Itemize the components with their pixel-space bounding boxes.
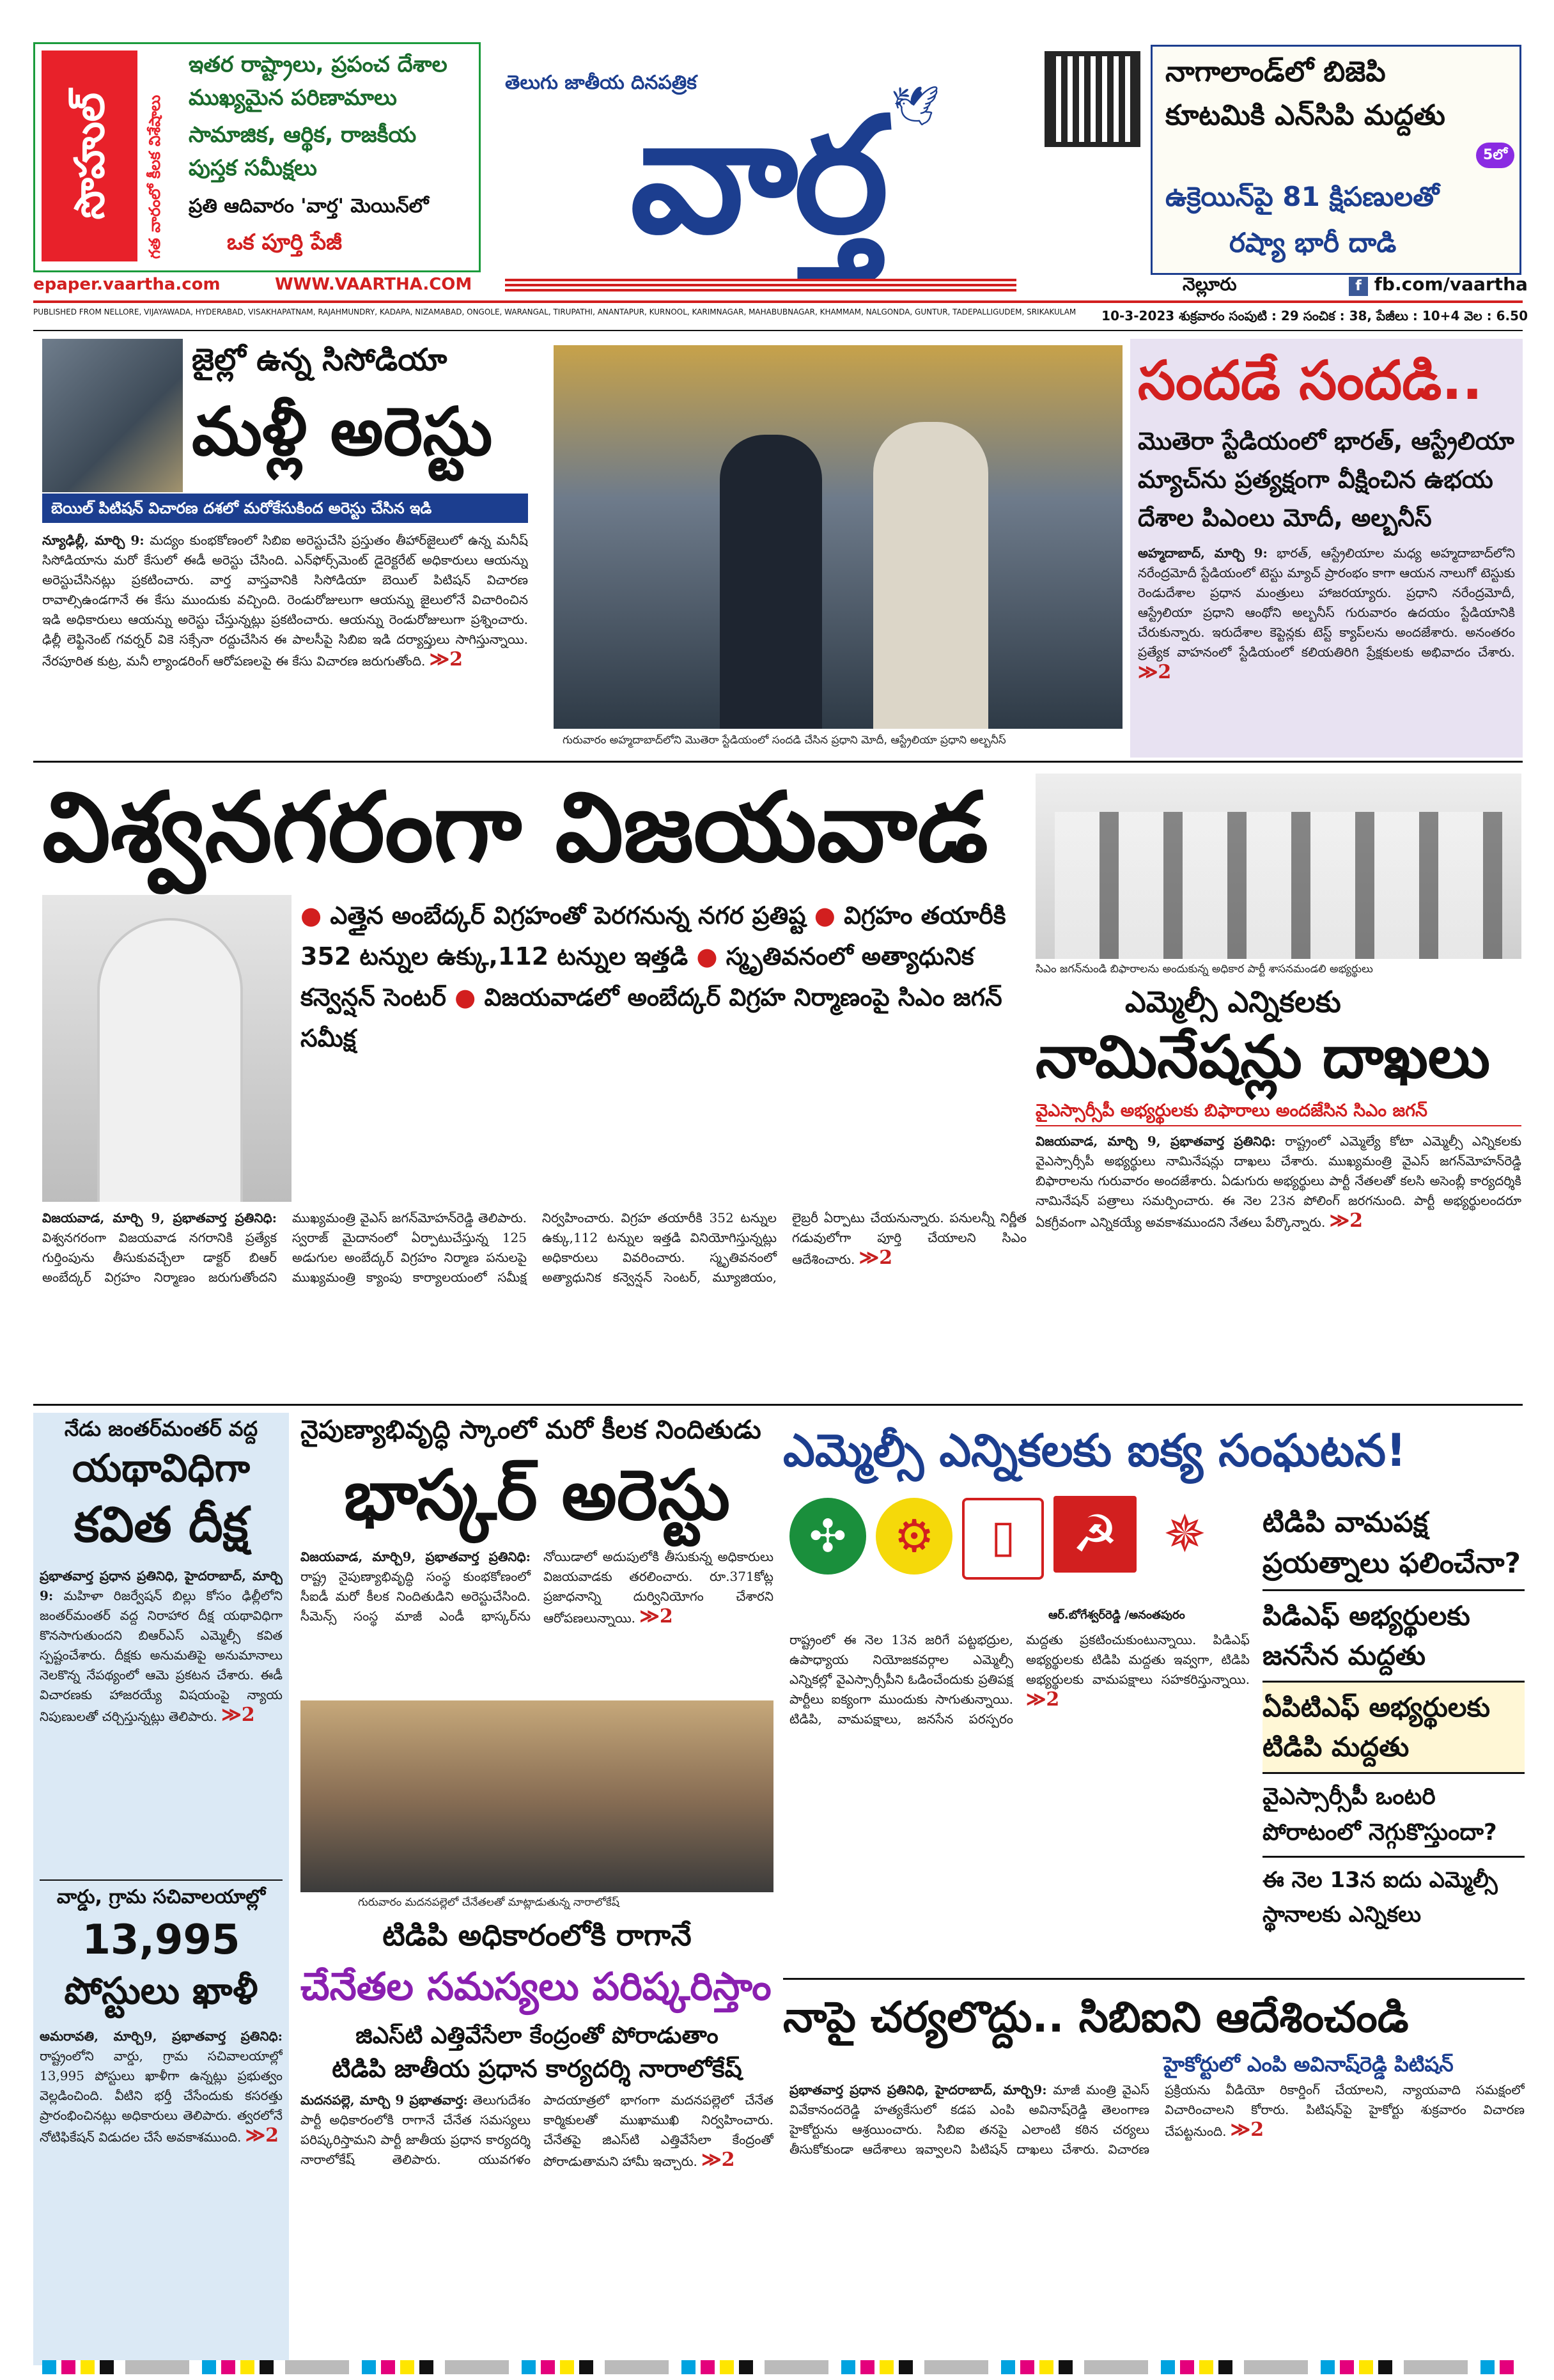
lokesh-body-text: తెలుగుదేశం పార్టీ అధికారంలోకి రాగానే చేనేత సమస్యలు పరిష్కరిస్తామని పార్టీ జాతీయ ప్రధాన కార్యదర్శి నారాలోకేష్ తెలిపారు. యువగళం పాదయాత్రలో భాగంగా మదనపల్లెలో చేనేత కార్మికులతో ముఖాముఖి నిర్వహించారు. చేనేతపై జిఎస్‌టి ఎత్తివేసేలా కేంద్రంతో పోరాడుతామని హామీ ఇచ్చారు. [300, 2092, 773, 2169]
promo-brand-sub: గత వారంలో కీలక విశేషాలు [146, 95, 164, 259]
bhaskar-body [300, 1547, 773, 1694]
stadium-body [1138, 543, 1515, 754]
bullet-icon: ● [300, 901, 322, 929]
party-symbols [789, 1496, 1250, 1605]
dateline: 10-3-2023 శుక్రవారం సంపుటి : 29 సంచిక : 38, పేజీలు : 10+4 వెల : 6.50 [1101, 308, 1528, 323]
page-ref-badge: 5లో [1476, 143, 1514, 168]
section-rule-3 [783, 1978, 1525, 1980]
posts-kicker: వార్డు, గ్రామ సచివాలయాల్లో [56, 1886, 266, 1908]
bullet-icon: ● [455, 983, 476, 1011]
unity-headline: ఎమ్మెల్సీ ఎన్నికలకు ఐక్య సంఘటన! [783, 1424, 1406, 1477]
avinash-sub: హైకోర్టులో ఎంపి అవినాష్‌రెడ్డి పిటిషన్ [1163, 2052, 1454, 2076]
published-from: PUBLISHED FROM NELLORE, VIJAYAWADA, HYDERABAD, VISAKHAPATNAM, RAJAHMUNDRY, KADAPA, NIZAMABAD, ONGOLE, WARANGAL, TIRUPATHI, ANANTAPUR, KURNOOL, KARIMNAGAR, MAHABUBNAGAR, KHAMMAM, NALGONDA, GUNTUR, TADEPALLIGUDEM, SRIKAKULAM [33, 307, 1076, 316]
nominations-photo-caption: సిఎం జగన్‌నుండి బిఫారాలను అందుకున్న అధికార పార్టీ శాసనమండలి అభ్యర్థులు [1036, 963, 1373, 976]
posts-body [40, 2026, 283, 2359]
promo-line-4: పుస్తక సమీక్షలు [189, 155, 317, 181]
lokesh-continued[interactable]: ≫2 [701, 2149, 735, 2171]
masthead-logo-text: వార్త [630, 82, 885, 268]
vijayawada-body-text: విశ్వనగరంగా విజయవాడ నగరానికి ప్రత్యేక గుర్తింపును తీసుకువచ్చేలా డాక్టర్ బిఆర్ అంబేద్కర్ విగ్రహం నిర్మాణం జరుగుతోందని ముఖ్యమంత్రి వైఎస్ జగన్‌మోహన్‌రెడ్డి తెలిపారు. స్వరాజ్ మైదానంలో ఏర్పాటుచేస్తున్న 125 అడుగుల అంబేద్కర్ విగ్రహం నిర్మాణ పనులపై ముఖ్యమంత్రి క్యాంపు కార్యాలయంలో సమీక్ష నిర్వహించారు. విగ్రహ తయారీకి 352 టన్నుల ఉక్కు,112 టన్నుల ఇత్తడి వినియోగిస్తున్నట్లు అధికారులు వివరించారు. స్మృతివనంలో అత్యాధునిక కన్వెన్షన్ సెంటర్, మ్యూజియం, లైబ్రరీ ఏర్పాటు చేయనున్నారు. పనులన్నీ నిర్ణీత గడువులోగా పూర్తి చేయాలని సిఎం ఆదేశించారు. [42, 1210, 1027, 1285]
vijayawada-headline: విశ్వనగరంగా విజయవాడ [42, 772, 988, 883]
jagan-photo [42, 895, 291, 1202]
qr-code-icon [1045, 51, 1140, 147]
avinash-body [789, 2080, 1525, 2349]
top-right-headline-1: నాగాలాండ్‌లో బిజెపి [1165, 56, 1386, 88]
top-right-headline-4: రష్యా భారీ దాడి [1229, 227, 1397, 258]
main-photo-caption: గురువారం అహ్మదాబాద్‌లోని మొతెరా స్టేడియంలో సందడి చేసిన ప్రధాని మోదీ, ఆస్ట్రేలియా ప్రధాని అల్బనీస్ [563, 734, 1006, 747]
promo-box [33, 42, 481, 272]
masthead-logo [499, 83, 1016, 275]
posts-body-text: రాష్ట్రంలోని వార్డు, గ్రామ సచివాలయాల్లో 13,995 పోస్టులు ఖాళీగా ఉన్నట్లు ప్రభుత్వం వెల్లడించింది. వీటిని భర్తీ చేసేందుకు కసరత్తు ప్రారంభించినట్లు అధికారులు తెలిపారు. త్వరలోనే నోటిఫికేషన్ విడుదల చేసే అవకాశముంది. [40, 2048, 283, 2145]
unity-side [1263, 1502, 1525, 1937]
bicycle-icon: ⚙ [876, 1498, 952, 1575]
promo-line-6: ఒక పూర్తి పేజీ [227, 229, 342, 255]
unity-body [789, 1630, 1250, 1975]
promo-line-2: ముఖ్యమైన పరిణామాలు [189, 85, 397, 111]
promo-line-3: సామాజిక, ఆర్థిక, రాజకీయ [189, 122, 417, 148]
edition-city: నెల్లూరు [1183, 274, 1237, 295]
vijayawada-continued[interactable]: ≫2 [859, 1247, 893, 1269]
lokesh-body [300, 2090, 773, 2346]
bhaskar-body-text: రాష్ట్ర నైపుణ్యాభివృద్ధి సంస్థ కుంభకోణంలో సీఐడీ మరో కీలక నిందితుడిని అరెస్టుచేసింది. సీమెన్స్ సంస్థ మాజీ ఎండీ భాస్కర్‌ను నోయిడాలో అదుపులోకి తీసుకున్న అధికారులు విజయవాడకు తరలించారు. రూ.371కోట్ల ప్రజాధనాన్ని దుర్వినియోగం చేశారని ఆరోపణలున్నాయి. [300, 1549, 773, 1626]
stadium-headline: సందడే సందడి.. [1138, 349, 1483, 412]
kavitha-kicker: నేడు జంతర్‌మంతర్ వద్ద [64, 1417, 258, 1441]
promo-brand [42, 51, 137, 261]
glass-icon: ▯ [962, 1498, 1044, 1580]
nominations-body [1036, 1132, 1521, 1400]
vijayawada-bullets [300, 895, 1023, 1059]
photo-figure-right [873, 422, 988, 729]
bullet-icon: ● [696, 942, 718, 970]
posts-number: 13,995 [82, 1917, 240, 1964]
dateline-rule [33, 330, 1523, 331]
sisodia-kicker: జైల్లో ఉన్న సిసోడియా [192, 342, 447, 378]
kavitha-dateline: ప్రభాతవార్త ప్రధాన ప్రతినిధి, హైదరాబాద్, మార్చి 9: [40, 1568, 283, 1603]
vijayawada-bullet-3: స్మృతివనంలో అత్యాధునిక కన్వెన్షన్ సెంటర్ [300, 942, 974, 1011]
sisodia-dateline: న్యూఢిల్లీ, మార్చి 9: [42, 533, 144, 548]
kavitha-body-text: మహిళా రిజర్వేషన్ బిల్లు కోసం ఢిల్లీలోని జంతర్‌మంతర్ వద్ద నిరాహార దీక్ష యథావిధిగా కొనసాగుతుందని బిఆర్‌ఎస్ ఎమ్మెల్సీ కవిత స్పష్టంచేశారు. దీక్షకు అనుమతిపై అనుమానాలు నెలకొన్న నేపథ్యంలో ఆమె ప్రకటన చేశారు. ఈడీ విచారణకు హాజరయ్యే విషయంపై న్యాయ నిపుణులతో చర్చిస్తున్నట్లు తెలిపారు. [40, 1588, 283, 1724]
color-registration-strip [42, 2360, 1519, 2374]
nominations-photo [1036, 774, 1521, 959]
vijayawada-bullet-4: విజయవాడలో అంబేద్కర్ విగ్రహ నిర్మాణంపై సిఎం జగన్ సమీక్ష [300, 983, 1002, 1052]
promo-line-5: ప్రతి ఆదివారం 'వార్త' మెయిన్‌లో [189, 195, 429, 217]
photo-figure-left [720, 435, 822, 729]
masthead-tagline: తెలుగు జాతీయ దినపత్రిక [505, 72, 697, 94]
unity-side-2: పిడిఎఫ్ అభ్యర్థులకు జనసేన మద్దతు [1263, 1591, 1525, 1683]
dove-icon: 🕊 [890, 84, 940, 128]
sisodia-photo [42, 339, 183, 492]
kavitha-rule [40, 1879, 283, 1881]
posts-dateline: అమరావతి, మార్చి9, ప్రభాతవార్త ప్రతినిధి: [40, 2028, 283, 2044]
kavitha-headline-1: యథావిధిగా [72, 1446, 250, 1491]
sisodia-continued[interactable]: ≫2 [429, 648, 463, 671]
facebook-text: fb.com/vaartha [1374, 274, 1528, 295]
bhaskar-headline: భాస్కర్ అరెస్టు [343, 1456, 731, 1536]
masthead-rule [33, 300, 1523, 303]
bhaskar-continued[interactable]: ≫2 [639, 1605, 673, 1628]
bhaskar-kicker: నైపుణ్యాభివృద్ధి స్కాంలో మరో కీలక నిందితుడు [300, 1415, 761, 1445]
unity-side-4: వైఎస్సార్సీపీ ఒంటరి పోరాటంలో నెగ్గుకొస్తుందా? [1263, 1774, 1525, 1858]
nominations-dateline: విజయవాడ, మార్చి 9, ప్రభాతవార్త ప్రతినిధి: [1036, 1133, 1276, 1149]
jagan-figure [100, 921, 240, 1202]
nominations-body-text: రాష్ట్రంలో ఎమ్మెల్యే కోటా ఎమ్మెల్సీ ఎన్నికలకు వైఎస్సార్సీపీ అభ్యర్థులు నామినేషన్లు దాఖలు చేశారు. ముఖ్యమంత్రి వైఎస్ జగన్‌మోహన్‌రెడ్డి బిఫారాలను గురువారం అందజేశారు. ఏడుగురు అభ్యర్థులు పార్టీ నేతలతో కలసి అసెంబ్లీ కార్యదర్శికి నామినేషన్ పత్రాలు సమర్పించారు. ఈ నెల 23న పోలింగ్ జరగనుంది. పార్టీ అభ్యర్థులందరూ ఏకగ్రీవంగా ఎన్నికయ్యే అవకాశముందని నేతలు పేర్కొన్నారు. [1036, 1133, 1521, 1230]
nominations-kicker: ఎమ్మెల్సీ ఎన్నికలకు [1125, 984, 1341, 1019]
lokesh-photo-caption: గురువారం మదనపల్లెలో చేనేతలతో మాట్లాడుతున్న నారాలోకేష్ [358, 1896, 619, 1909]
sisodia-strap: బెయిల్ పిటిషన్ విచారణ దశలో మరోకేసుకింద అరెస్టు చేసిన ఇడి [42, 494, 528, 523]
vijayawada-bullet-2: విగ్రహం తయారీకి 352 టన్నుల ఉక్కు,112 టన్నుల ఇత్తడి [300, 901, 1006, 970]
lokesh-sub-1: జిఎస్‌టి ఎత్తివేసేలా కేంద్రంతో పోరాడుతాం [355, 2023, 719, 2049]
sisodia-body-text: మద్యం కుంభకోణంలో సిబిఐ అరెస్టుచేసి ప్రస్తుతం తీహార్‌జైలులో ఉన్న మనీష్ సిసోడియాను మరో కేసులో ఈడీ అరెస్టు చేసింది. ఎన్‌ఫోర్స్‌మెంట్ డైరెక్టరేట్ అధికారులు ఆయన్ను అరెస్టుచేసినట్లు ప్రకటించారు. వార్త వాస్తవానికి సిసోడియా బెయిల్ పిటిషన్ విచారణ రావాల్సిఉండగానే ఈ కేసు ముందుకు వచ్చింది. రెండురోజులుగా ఆయన్ను జైలులోనే విచారించిన ఇడి అధికారులు ఆయన్ను అరెస్టు చేస్తున్నట్లు ప్రకటించారు. ఆయన్ను రెండురోజులుగా ప్రశ్నించారు. ఢిల్లీ లెఫ్టినెంట్ గవర్నర్ వికె సక్సేనా రద్దుచేసిన ఈ పాలసీపై సిబిఐ ఇడి దర్యాప్తులు సాగిస్తున్నాయి. నేరపూరిత కుట్ర, మనీ ల్యాండరింగ్ ఆరోపణలపై ఈ కేసు విచారణ జరుగుతోంది. [42, 533, 528, 669]
facebook-link[interactable] [1349, 274, 1528, 296]
unity-side-3: ఏపిటిఎఫ్ అభ్యర్థులకు టిడిపి మద్దతు [1263, 1683, 1525, 1774]
nominations-strap: వైఎస్సార్సీపీ అభ్యర్థులకు బిఫారాలు అందజేసిన సిఎం జగన్ [1036, 1101, 1521, 1126]
lokesh-kicker: టిడిపి అధికారంలోకి రాగానే [382, 1918, 692, 1952]
nominations-headline: నామినేషన్లు దాఖలు [1036, 1023, 1490, 1091]
kavitha-body [40, 1566, 283, 1873]
top-right-headline-2: కూటమికి ఎన్‌సిపి మద్దతు [1165, 99, 1445, 132]
lokesh-dateline: మదనపల్లె, మార్చి 9 ప్రభాతవార్త: [300, 2092, 468, 2108]
website-link[interactable]: WWW.VAARTHA.COM [275, 275, 472, 294]
top-right-box [1151, 45, 1521, 275]
bullet-icon: ● [814, 901, 835, 929]
sisodia-body [42, 531, 528, 754]
promo-line-1: ఇతర రాష్ట్రాలు, ప్రపంచ దేశాల [189, 52, 447, 77]
lokesh-headline: చేనేతల సమస్యలు పరిష్కరిస్తాం [300, 1964, 772, 2009]
stadium-sub: మొతెరా స్టేడియంలో భారత్, ఆస్ట్రేలియా మ్యాచ్‌ను ప్రత్యక్షంగా వీక్షించిన ఉభయ దేశాల పిఎంలు మోదీ, అల్బనీస్ [1138, 427, 1514, 532]
wheat-icon: ✵ [1146, 1496, 1223, 1573]
vijayawada-body [42, 1208, 1027, 1400]
posts-headline: పోస్టులు ఖాళీ [64, 1969, 258, 2012]
posts-continued[interactable]: ≫2 [245, 2124, 279, 2147]
kavitha-continued[interactable]: ≫2 [221, 1704, 255, 1726]
masthead-stripes [505, 279, 1016, 294]
epaper-link[interactable]: epaper.vaartha.com [33, 275, 221, 294]
top-right-headline-3: ఉక్రెయిన్‌పై 81 క్షిపణులతో [1165, 181, 1440, 212]
stadium-body-text: భారత్, ఆస్ట్రేలియాల మధ్య అహ్మదాబాద్‌లోని నరేంద్రమోదీ స్టేడియంలో టెస్టు మ్యాచ్ ప్రారంభం కాగా ఆయన నాలుగో టెస్టుకు రెండుదేశాల ప్రధాన మంత్రులు హాజరయ్యారు. ప్రధాని నరేంద్రమోదీ, ఆస్ట్రేలియా ప్రధాని ఆంథోని అల్బనీస్ గురువారం ఉదయం స్టేడియానికి చేరుకున్నారు. ఇరుదేశాల కెప్టెన్లకు టెస్ట్ క్యాప్‌లను అందజేశారు. అనంతరం ప్రత్యేక వాహనంలో స్టేడియంలో కలియతిరిగి ప్రేక్షకులకు అభివాదం చేశారు. [1138, 545, 1515, 660]
avinash-body-text: మాజీ మంత్రి వైఎస్ వివేకానందరెడ్డి హత్యకేసులో కడప ఎంపి అవినాష్‌రెడ్డి తెలంగాణ హైకోర్టును ఆశ్రయించారు. సిబిఐ తనపై ఎలాంటి కఠిన చర్యలు తీసుకోకుండా ఆదేశాలు ఇవ్వాలని పిటిషన్ దాఖలు చేశారు. విచారణ ప్రక్రియను వీడియో రికార్డింగ్ చేయాలని, న్యాయవాది సమక్షంలో విచారించాలని కోరారు. పిటిషన్‌పై హైకోర్టు శుక్రవారం విచారణ చేపట్టనుంది. [789, 2082, 1525, 2157]
unity-byline: ఆర్.బోగేశ్వర్‌రెడ్డి /అనంతపురం [1048, 1608, 1185, 1622]
facebook-icon: f [1349, 277, 1368, 296]
stadium-dateline: అహ్మదాబాద్, మార్చి 9: [1138, 545, 1268, 561]
nominations-group [1055, 812, 1502, 959]
hammer-sickle-icon: ☭ [1053, 1496, 1137, 1573]
promo-brand-title: సొహుల్ [66, 92, 114, 220]
avinash-continued[interactable]: ≫2 [1230, 2119, 1264, 2141]
avinash-headline: నాపై చర్యలొద్దు.. సిబిఐని ఆదేశించండి [783, 1993, 1409, 2042]
unity-body-text: రాష్ట్రంలో ఈ నెల 13న జరిగే పట్టభద్రుల, ఉపాధ్యాయ నియోజకవర్గాల ఎమ్మెల్సీ ఎన్నికల్లో వైఎస్సార్సీపీని ఓడించేందుకు ప్రతిపక్ష పార్టీలు ఐక్యంగా ముందుకు సాగుతున్నాయి. టిడిపి, వామపక్షాలు, జనసేన పరస్పరం మద్దతు ప్రకటించుకుంటున్నాయి. పిడిఎఫ్ అభ్యర్థులకు టిడిపి మద్దతు ఇవ్వగా, టిడిపి అభ్యర్థులకు వామపక్షాలు సహకరిస్తున్నాయి. [789, 1632, 1250, 1727]
lokesh-sub-2: టిడిపి జాతీయ ప్రధాన కార్యదర్శి నారాలోకేష్ [332, 2055, 742, 2083]
unity-side-5: ఈ నెల 13న ఐదు ఎమ్మెల్సీ స్థానాలకు ఎన్నికలు [1263, 1867, 1498, 1927]
section-rule-2 [33, 1404, 1523, 1406]
avinash-dateline: ప్రభాతవార్త ప్రధాన ప్రతినిధి, హైదరాబాద్, మార్చి9: [789, 2082, 1047, 2097]
modi-albanese-photo [554, 345, 1123, 729]
nominations-continued[interactable]: ≫2 [1329, 1209, 1363, 1232]
vijayawada-dateline: విజయవాడ, మార్చి 9, ప్రభాతవార్త ప్రతినిధి: [42, 1210, 277, 1225]
unity-continued[interactable]: ≫2 [1026, 1688, 1060, 1711]
bhaskar-dateline: విజయవాడ, మార్చి9, ప్రభాతవార్త ప్రతినిధి: [300, 1549, 531, 1564]
section-rule-1 [33, 761, 1523, 763]
ceiling-fan-icon: ✣ [789, 1498, 866, 1575]
stadium-continued[interactable]: ≫2 [1138, 661, 1172, 683]
vijayawada-bullet-1: ఎత్తైన అంబేద్కర్ విగ్రహంతో పెరగనున్న నగర ప్రతిష్ట [330, 901, 806, 929]
sisodia-headline: మళ్లీ అరెస్టు [192, 393, 493, 471]
lokesh-photo [300, 1700, 773, 1892]
unity-side-1: టిడిపి వామపక్ష ప్రయత్నాలు ఫలించేనా? [1263, 1502, 1525, 1591]
kavitha-headline-2: కవిత దీక్ష [74, 1496, 249, 1553]
